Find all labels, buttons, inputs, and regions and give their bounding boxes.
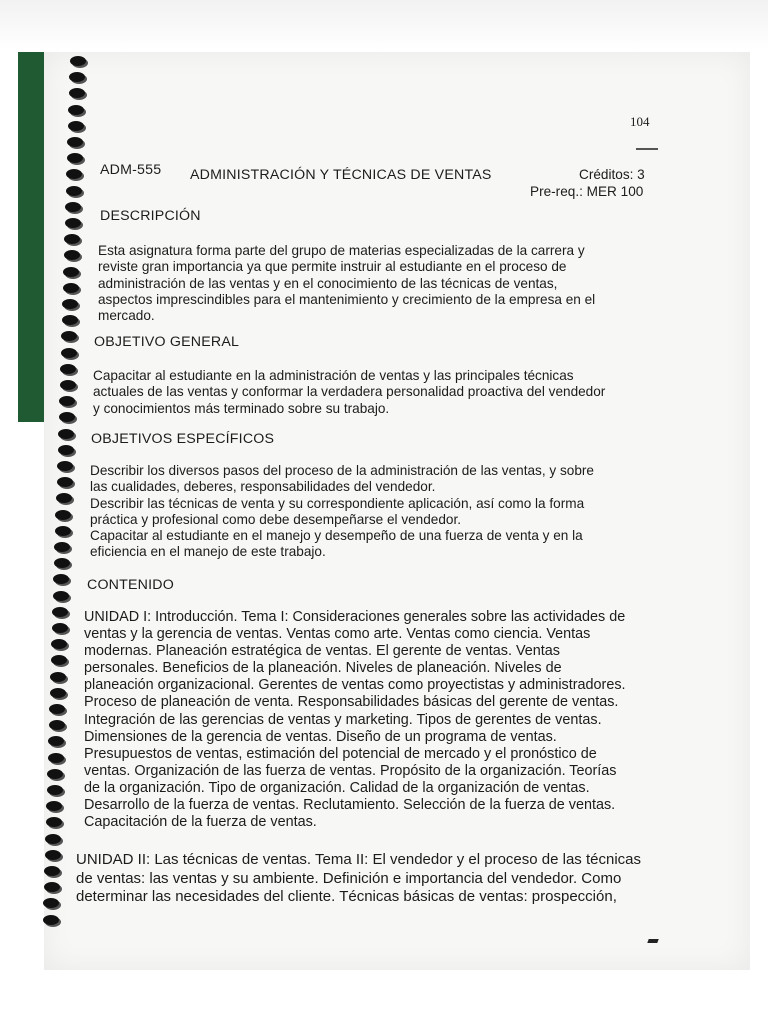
text-line: UNIDAD I: Introducción. Tema I: Consideraciones generales sobre las actividades de: [84, 609, 626, 625]
text-line: aspectos imprescindibles para el mantenimiento y crecimiento de la empresa en el: [98, 291, 596, 307]
binding-ring: [50, 672, 66, 682]
binding-ring: [58, 445, 74, 455]
text-line: mercado.: [98, 308, 155, 324]
binding-ring: [69, 88, 85, 98]
prerequisite: Pre-req.: MER 100: [530, 184, 644, 199]
binding-ring: [70, 56, 86, 66]
binding-ring: [68, 105, 84, 115]
text-line: administración de las ventas y en el conocimiento de las técnicas de ventas,: [98, 275, 558, 291]
binding-ring: [69, 72, 85, 82]
binding-ring: [59, 412, 75, 422]
text-line: Describir las técnicas de venta y su correspondiente aplicación, así como la forma: [90, 495, 585, 511]
binding-ring: [58, 429, 74, 439]
binding-ring: [47, 785, 63, 795]
descripcion-text: [98, 243, 658, 324]
text-line: ventas y la gerencia de ventas. Ventas como arte. Ventas como ciencia. Ventas: [84, 626, 591, 643]
binding-ring: [45, 834, 61, 844]
text-line: actuales de las ventas y conformar la verdadera personalidad proactiva del vendedor: [93, 384, 606, 400]
binding-ring: [43, 898, 59, 908]
text-line: planeación organizacional. Gerentes de ventas como proyectistas y administradores.: [84, 677, 626, 694]
text-line: Presupuestos de ventas, estimación del potencial de mercado y el pronóstico de: [84, 745, 597, 762]
binding-ring: [45, 850, 61, 860]
binding-ring: [49, 720, 65, 730]
unidad-1-text: [84, 609, 674, 831]
text-line: de ventas: las ventas y su ambiente. Definición e importancia del vendedor. Como: [76, 869, 622, 887]
binding-ring: [52, 623, 68, 633]
binding-ring: [66, 169, 82, 179]
spiral-binding: [30, 56, 90, 936]
objetivos-especificos-text: [90, 463, 655, 561]
background-top: [0, 0, 768, 50]
binding-ring: [63, 267, 79, 277]
text-line: eficiencia en el manejo de este trabajo.: [90, 544, 326, 560]
binding-ring: [54, 542, 70, 552]
binding-ring: [67, 153, 83, 163]
binding-ring: [43, 915, 59, 925]
text-line: modernas. Planeación estratégica de ventas. El gerente de ventas. Ventas: [84, 643, 560, 660]
text-line: determinar las necesidades del cliente. Técnicas básicas de ventas: prospección,: [76, 888, 617, 905]
binding-ring: [64, 250, 80, 260]
text-line: Desarrollo de la fuerza de ventas. Reclutamiento. Selección de la fuerza de ventas.: [84, 797, 616, 814]
unidad-2-text: [76, 851, 681, 907]
text-line: y conocimientos más terminado sobre su trabajo.: [93, 400, 390, 416]
binding-ring: [49, 704, 65, 714]
text-line: de la organización. Tipo de organización. Calidad de la organización de ventas.: [84, 779, 590, 796]
text-line: Proceso de planeación de venta. Responsabilidades básicas del gerente de ventas.: [84, 694, 619, 711]
scan-mark: [647, 939, 658, 943]
text-line: reviste gran importancia ya que permite instruir al estudiante en el proceso de: [98, 259, 567, 275]
text-line: Capacitar al estudiante en el manejo y desempeño de una fuerza de venta y en la: [90, 528, 583, 544]
scan-mark: [636, 148, 658, 150]
page-number: 104: [630, 114, 650, 129]
binding-ring: [55, 510, 71, 520]
text-line: Integración de las gerencias de ventas y marketing. Tipos de gerentes de ventas.: [84, 711, 602, 728]
binding-ring: [44, 882, 60, 892]
course-title: ADMINISTRACIÓN Y TÉCNICAS DE VENTAS: [190, 167, 492, 183]
text-line: Capacitar al estudiante en la administración de ventas y las principales técnicas: [93, 368, 574, 383]
text-line: personales. Beneficios de la planeación. Niveles de planeación. Niveles de: [84, 660, 562, 677]
binding-ring: [68, 121, 84, 131]
course-code: ADM-555: [100, 162, 162, 178]
binding-ring: [64, 234, 80, 244]
text-line: las cualidades, deberes, responsabilidades del vendedor.: [90, 479, 436, 495]
text-line: Dimensiones de la gerencia de ventas. Diseño de un programa de ventas.: [84, 728, 557, 745]
section-title-objetivo-general: OBJETIVO GENERAL: [94, 334, 240, 350]
objetivo-general-text: [93, 368, 663, 417]
binding-ring: [48, 753, 64, 763]
section-title-descripcion: DESCRIPCIÓN: [100, 208, 201, 224]
binding-ring: [46, 801, 62, 811]
binding-ring: [61, 348, 77, 358]
binding-ring: [62, 299, 78, 309]
binding-ring: [57, 477, 73, 487]
text-line: práctica y profesional como debe desempeñarse el vendedor.: [90, 511, 462, 527]
binding-ring: [53, 574, 69, 584]
binding-ring: [60, 380, 76, 390]
binding-ring: [62, 315, 78, 325]
binding-ring: [47, 769, 63, 779]
binding-ring: [65, 218, 81, 228]
binding-ring: [67, 137, 83, 147]
binding-ring: [57, 461, 73, 471]
section-title-objetivos-especificos: OBJETIVOS ESPECÍFICOS: [91, 431, 275, 447]
binding-ring: [51, 639, 67, 649]
binding-ring: [48, 736, 64, 746]
binding-ring: [63, 283, 79, 293]
binding-ring: [52, 607, 68, 617]
section-title-contenido: CONTENIDO: [87, 577, 174, 593]
text-line: Capacitación de la fuerza de ventas.: [84, 814, 317, 831]
binding-ring: [51, 655, 67, 665]
binding-ring: [53, 591, 69, 601]
binding-ring: [56, 493, 72, 503]
binding-ring: [55, 526, 71, 536]
binding-ring: [44, 866, 60, 876]
text-line: ventas. Organización de las fuerza de ventas. Propósito de la organización. Teorías: [84, 762, 617, 779]
binding-ring: [66, 186, 82, 196]
binding-ring: [60, 364, 76, 374]
binding-ring: [65, 202, 81, 212]
binding-ring: [54, 558, 70, 568]
binding-ring: [61, 331, 77, 341]
credits: Créditos: 3: [579, 167, 645, 182]
text-line: Esta asignatura forma parte del grupo de materias especializadas de la carrera y: [98, 243, 585, 258]
text-line: Describir los diversos pasos del proceso de la administración de las ventas, y sobre: [90, 463, 594, 478]
binding-ring: [59, 396, 75, 406]
text-line: UNIDAD II: Las técnicas de ventas. Tema II: El vendedor y el proceso de las técnicas: [76, 851, 641, 868]
binding-ring: [50, 688, 66, 698]
binding-ring: [46, 817, 62, 827]
